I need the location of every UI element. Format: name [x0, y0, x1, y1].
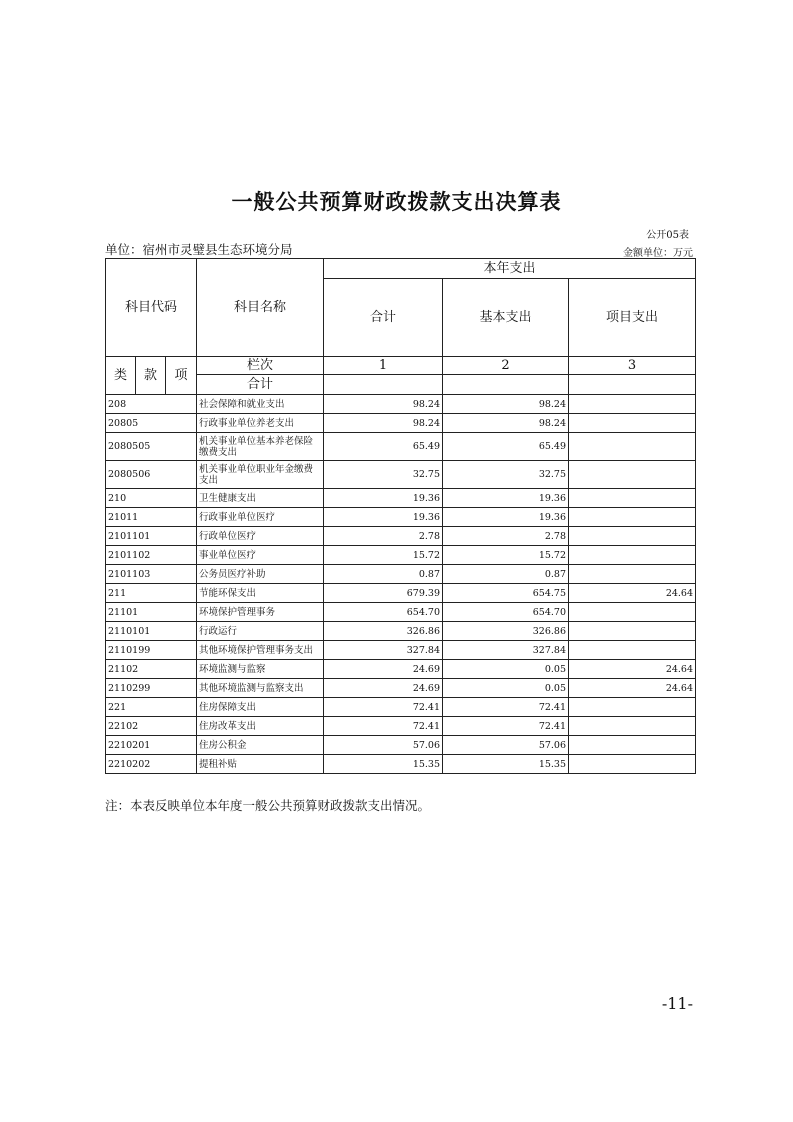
- row-project: [569, 395, 696, 414]
- row-name: 住房公积金: [197, 736, 324, 755]
- row-basic: 327.84: [443, 641, 569, 660]
- row-name: 提租补贴: [197, 755, 324, 774]
- header-col1: 1: [324, 357, 443, 375]
- row-project: [569, 461, 696, 489]
- row-project: [569, 527, 696, 546]
- row-project: [569, 433, 696, 461]
- row-basic: 0.05: [443, 660, 569, 679]
- row-basic: 98.24: [443, 395, 569, 414]
- row-total: 0.87: [324, 565, 443, 584]
- header-lei: 类: [106, 357, 136, 395]
- row-project: [569, 546, 696, 565]
- table-row: [106, 622, 696, 641]
- row-code: 2101103: [106, 565, 197, 584]
- header-total: 合计: [324, 279, 443, 357]
- header-col2: 2: [443, 357, 569, 375]
- row-project: 24.64: [569, 584, 696, 603]
- row-basic: 32.75: [443, 461, 569, 489]
- row-basic: 15.72: [443, 546, 569, 565]
- row-project: [569, 489, 696, 508]
- row-project: [569, 755, 696, 774]
- row-name: 事业单位医疗: [197, 546, 324, 565]
- row-total: 98.24: [324, 395, 443, 414]
- table-row: [106, 717, 696, 736]
- row-project: [569, 736, 696, 755]
- row-code: 211: [106, 584, 197, 603]
- expenditure-table: [105, 258, 696, 774]
- header-name: 科目名称: [197, 259, 324, 357]
- page-title: 一般公共预算财政拨款支出决算表: [231, 189, 562, 214]
- row-name: 住房改革支出: [197, 717, 324, 736]
- row-total: 327.84: [324, 641, 443, 660]
- row-code: 20805: [106, 414, 197, 433]
- table-row: [106, 641, 696, 660]
- row-total: 679.39: [324, 584, 443, 603]
- table-row: [106, 679, 696, 698]
- total-cell-empty: [443, 375, 569, 395]
- row-name: 行政运行: [197, 622, 324, 641]
- table-row: [106, 433, 696, 461]
- total-cell-empty: [324, 375, 443, 395]
- table-row: [106, 489, 696, 508]
- row-project: [569, 717, 696, 736]
- row-code: 221: [106, 698, 197, 717]
- row-total: 2.78: [324, 527, 443, 546]
- row-code: 21011: [106, 508, 197, 527]
- row-total: 72.41: [324, 717, 443, 736]
- row-total: 654.70: [324, 603, 443, 622]
- row-total: 24.69: [324, 660, 443, 679]
- table-row: [106, 698, 696, 717]
- unit-label: 单位：宿州市灵璧县生态环境分局: [105, 242, 293, 257]
- table-row: [106, 414, 696, 433]
- table-row: [106, 755, 696, 774]
- table-row: [106, 546, 696, 565]
- row-total: 19.36: [324, 489, 443, 508]
- header-current-year: 本年支出: [324, 259, 696, 279]
- row-name: 机关事业单位职业年金缴费支出: [197, 461, 324, 489]
- row-total: 24.69: [324, 679, 443, 698]
- header-kuan: 款: [136, 357, 166, 395]
- row-basic: 2.78: [443, 527, 569, 546]
- header-basic: 基本支出: [443, 279, 569, 357]
- row-code: 2101101: [106, 527, 197, 546]
- row-code: 2080506: [106, 461, 197, 489]
- row-name: 环境监测与监察: [197, 660, 324, 679]
- row-name: 社会保障和就业支出: [197, 395, 324, 414]
- row-total: 65.49: [324, 433, 443, 461]
- amount-unit: 金额单位：万元: [623, 248, 693, 259]
- row-code: 2080505: [106, 433, 197, 461]
- row-code: 2210201: [106, 736, 197, 755]
- table-row: [106, 584, 696, 603]
- row-total: 19.36: [324, 508, 443, 527]
- header-col3: 3: [569, 357, 696, 375]
- row-project: [569, 603, 696, 622]
- header-heji: 合计: [197, 375, 324, 395]
- row-name: 节能环保支出: [197, 584, 324, 603]
- row-basic: 19.36: [443, 508, 569, 527]
- row-project: 24.64: [569, 660, 696, 679]
- row-name: 其他环境保护管理事务支出: [197, 641, 324, 660]
- row-basic: 98.24: [443, 414, 569, 433]
- row-total: 32.75: [324, 461, 443, 489]
- header-lanci: 栏次: [197, 357, 324, 375]
- row-total: 57.06: [324, 736, 443, 755]
- row-code: 2110299: [106, 679, 197, 698]
- table-note: 注：本表反映单位本年度一般公共预算财政拨款支出情况。: [105, 798, 431, 813]
- table-row: [106, 461, 696, 489]
- row-basic: 0.05: [443, 679, 569, 698]
- row-basic: 65.49: [443, 433, 569, 461]
- row-project: 24.64: [569, 679, 696, 698]
- header-xiang: 项: [166, 357, 197, 395]
- row-project: [569, 508, 696, 527]
- row-code: 2101102: [106, 546, 197, 565]
- row-name: 住房保障支出: [197, 698, 324, 717]
- row-basic: 19.36: [443, 489, 569, 508]
- header-code: 科目代码: [106, 259, 197, 357]
- row-name: 行政事业单位养老支出: [197, 414, 324, 433]
- row-basic: 654.75: [443, 584, 569, 603]
- row-name: 行政事业单位医疗: [197, 508, 324, 527]
- row-total: 15.35: [324, 755, 443, 774]
- row-total: 98.24: [324, 414, 443, 433]
- table-row: [106, 660, 696, 679]
- row-basic: 57.06: [443, 736, 569, 755]
- row-project: [569, 565, 696, 584]
- table-row: [106, 508, 696, 527]
- row-name: 行政单位医疗: [197, 527, 324, 546]
- row-code: 208: [106, 395, 197, 414]
- row-code: 21102: [106, 660, 197, 679]
- row-total: 72.41: [324, 698, 443, 717]
- row-project: [569, 698, 696, 717]
- row-name: 卫生健康支出: [197, 489, 324, 508]
- row-name: 其他环境监测与监察支出: [197, 679, 324, 698]
- row-total: 15.72: [324, 546, 443, 565]
- row-project: [569, 414, 696, 433]
- row-basic: 0.87: [443, 565, 569, 584]
- row-total: 326.86: [324, 622, 443, 641]
- row-basic: 72.41: [443, 717, 569, 736]
- table-row: [106, 527, 696, 546]
- row-code: 2110101: [106, 622, 197, 641]
- page-number: -11-: [661, 994, 693, 1013]
- table-row: [106, 395, 696, 414]
- total-cell-empty: [569, 375, 696, 395]
- row-code: 210: [106, 489, 197, 508]
- row-code: 2110199: [106, 641, 197, 660]
- row-basic: 15.35: [443, 755, 569, 774]
- row-code: 2210202: [106, 755, 197, 774]
- row-basic: 326.86: [443, 622, 569, 641]
- table-row: [106, 603, 696, 622]
- table-row: [106, 736, 696, 755]
- row-name: 公务员医疗补助: [197, 565, 324, 584]
- row-name: 机关事业单位基本养老保险缴费支出: [197, 433, 324, 461]
- row-project: [569, 641, 696, 660]
- row-code: 21101: [106, 603, 197, 622]
- form-code: 公开05表: [646, 230, 689, 241]
- row-basic: 72.41: [443, 698, 569, 717]
- row-code: 22102: [106, 717, 197, 736]
- row-name: 环境保护管理事务: [197, 603, 324, 622]
- header-project: 项目支出: [569, 279, 696, 357]
- table-row: [106, 565, 696, 584]
- row-basic: 654.70: [443, 603, 569, 622]
- row-project: [569, 622, 696, 641]
